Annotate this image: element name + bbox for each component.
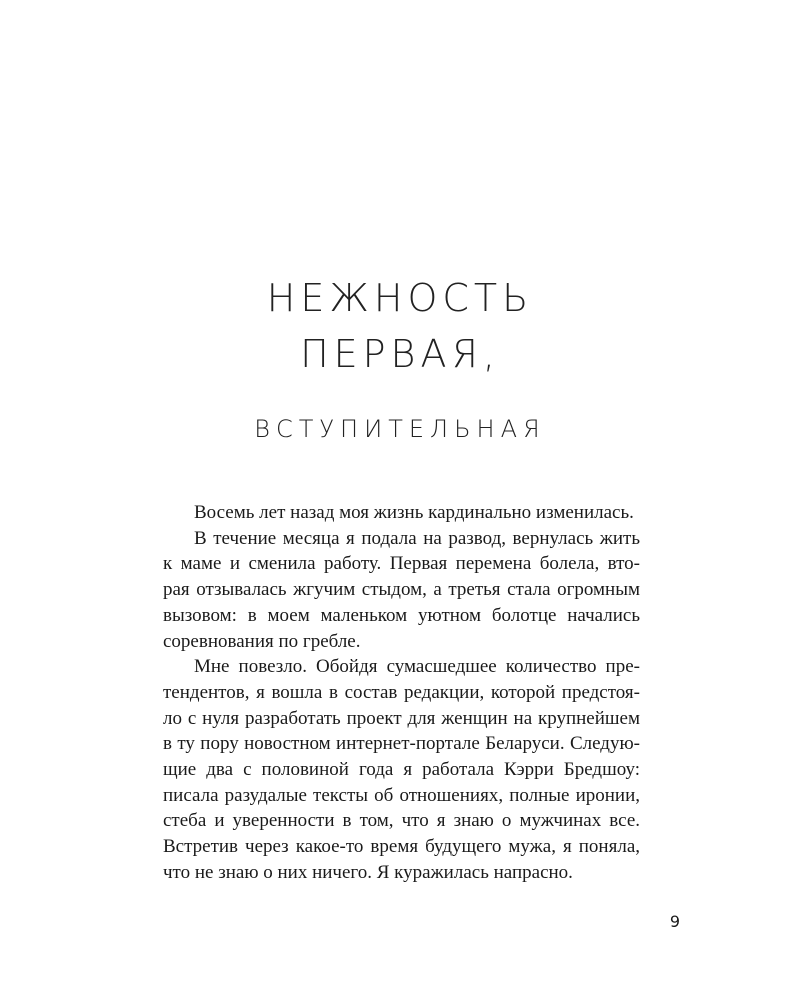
paragraph <box>132 654 640 885</box>
text-line: Восемь лет назад моя жизнь кардинально изменилась. <box>194 502 634 523</box>
text-line: соревнования по гребле. <box>163 630 361 652</box>
chapter-heading <box>0 270 800 446</box>
text-line: что не знаю о них ничего. Я куражилась напрасно. <box>163 861 573 883</box>
paragraph <box>132 526 640 655</box>
paragraph <box>132 500 640 526</box>
text-line: рая отзывалась жгучим стыдом, а третья стала огромным <box>163 579 640 601</box>
text-line: ло с нуля разработать проект для женщин на крупнейшем <box>163 707 640 729</box>
chapter-title-line-1: НЕЖНОСТЬ <box>266 276 534 320</box>
text-line: тендентов, я вошла в состав редакции, которой предстоя- <box>163 681 640 703</box>
text-line: писала разудалые тексты об отношениях, полные иронии, <box>163 784 640 806</box>
chapter-title-line-2: ПЕРВАЯ, <box>300 332 500 376</box>
text-line: Встретив через какое-то время будущего мужа, я поняла, <box>163 836 640 858</box>
chapter-subtitle: ВСТУПИТЕЛЬНАЯ <box>254 415 546 443</box>
text-line: в ту пору новостном интернет-портале Беларуси. Следую- <box>163 733 640 755</box>
text-line: Мне повезло. Обойдя сумасшедшее количество пре- <box>194 656 640 678</box>
page-number: 9 <box>669 912 680 931</box>
text-line: щие два с половиной года я работала Кэрри Бредшоу: <box>163 759 640 781</box>
text-line: В течение месяца я подала на развод, вернулась жить <box>194 527 640 549</box>
text-line: вызовом: в моем маленьком уютном болотце начались <box>163 604 640 626</box>
body-text <box>132 500 640 886</box>
text-line: стеба и уверенности в том, что я знаю о мужчинах все. <box>163 810 640 832</box>
text-line: к маме и сменила работу. Первая перемена болела, вто- <box>163 553 640 575</box>
